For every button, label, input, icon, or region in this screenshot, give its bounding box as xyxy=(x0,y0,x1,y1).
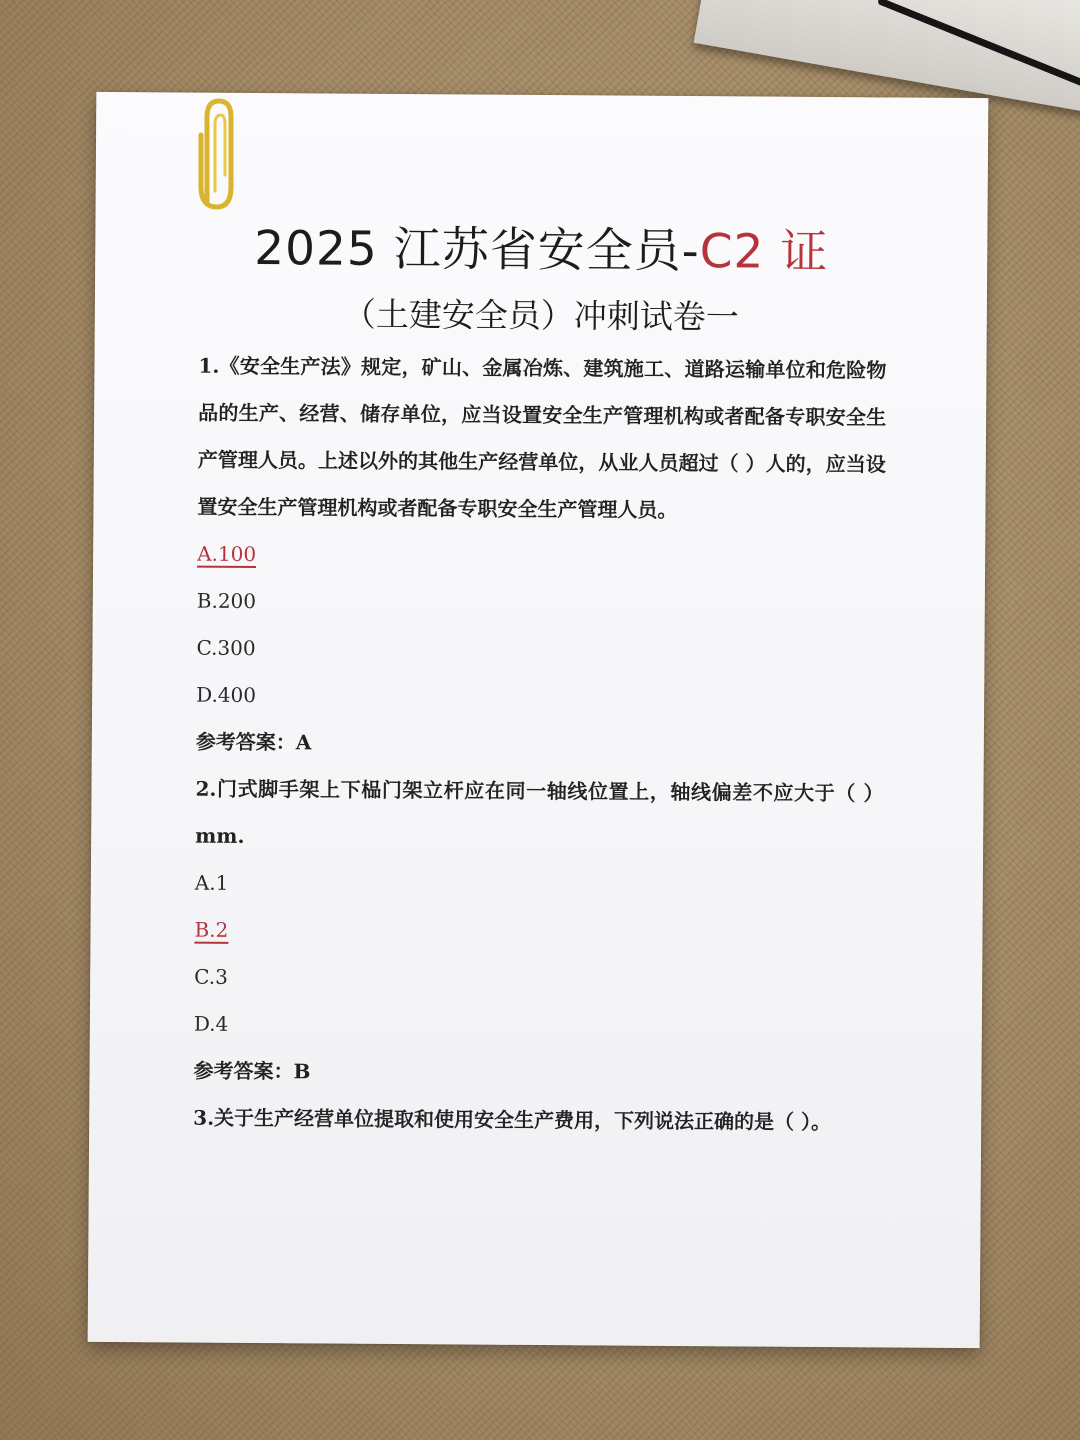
title-main: 2025 江苏省安全员- xyxy=(253,221,700,280)
option-label: B.2 xyxy=(194,917,229,942)
question-text: 3.关于生产经营单位提取和使用安全生产费用，下列说法正确的是（ ）。 xyxy=(193,1105,832,1135)
reference-answer: 参考答案：B xyxy=(193,1058,311,1084)
question-text: 2.门式脚手架上下榀门架立杆应在同一轴线位置上，轴线偏差不应大于（ ）mm. xyxy=(195,776,884,848)
page-title xyxy=(95,210,987,283)
question-3 xyxy=(193,1095,881,1147)
reference-answer: 参考答案：A xyxy=(195,729,312,755)
title-accent: C2 证 xyxy=(699,224,829,281)
page-subtitle: （土建安全员）冲刺试卷一 xyxy=(342,294,739,337)
option-label: A.100 xyxy=(197,541,257,567)
option-c: C.3 xyxy=(194,964,228,989)
option-d: D.4 xyxy=(193,1011,229,1036)
question-2 xyxy=(193,766,883,1100)
option-b-correct xyxy=(194,907,882,959)
option-c: C.300 xyxy=(196,635,256,661)
option-a-correct xyxy=(197,531,885,583)
question-text: 1.《安全生产法》规定，矿山、金属冶炼、建筑施工、道路运输单位和危险物品的生产、经营、储存单位，应当设置安全生产管理机构或者配备专职安全生产管理人员。上述以外的其他生产经营单位，从业人员超过（ ）人的，应当设置安全生产管理机构或者配备专职安全生产管理人员。 xyxy=(197,353,887,522)
question-list xyxy=(193,343,887,1147)
exam-paper xyxy=(88,92,989,1348)
question-1 xyxy=(196,343,887,771)
option-a: A.1 xyxy=(194,870,229,895)
option-b: B.200 xyxy=(196,588,257,614)
option-d: D.400 xyxy=(196,682,257,708)
paperclip-icon xyxy=(195,95,240,213)
